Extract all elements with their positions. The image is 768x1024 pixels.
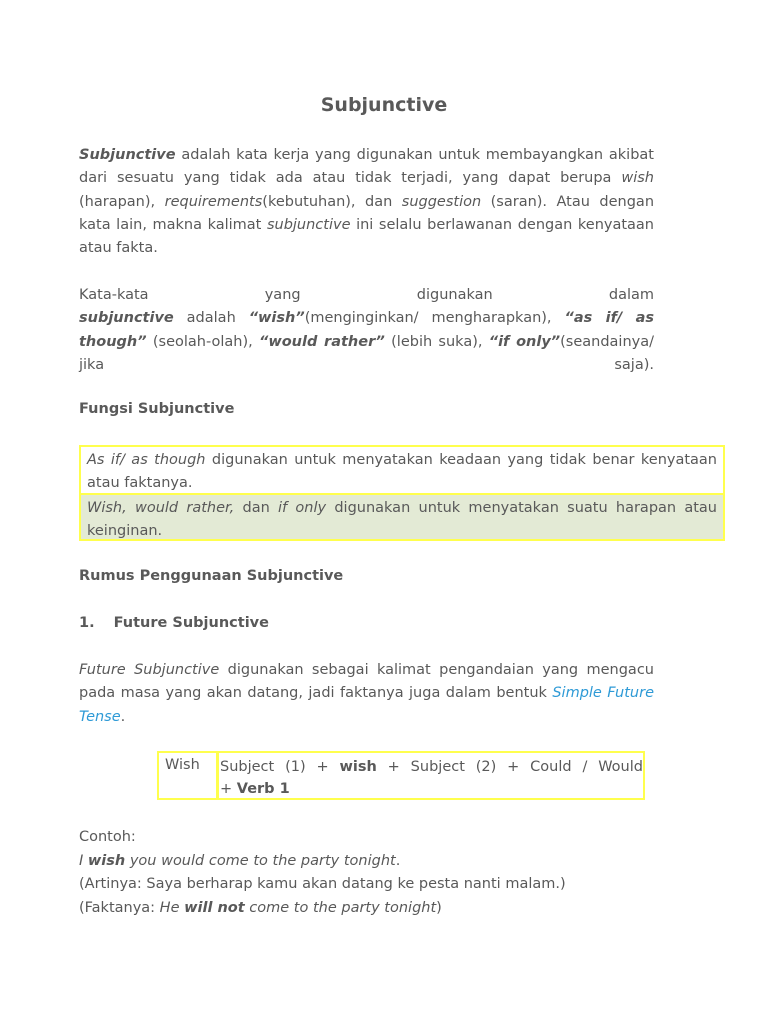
intro-paragraph xyxy=(79,144,654,260)
item-number: 1. xyxy=(79,615,95,631)
fungsi-heading: Fungsi Subjunctive xyxy=(79,401,235,417)
example-sentence xyxy=(79,850,679,874)
formula-part-2: + Subject (2) + Could / Would xyxy=(376,759,643,775)
intro-subjunctive: subjunctive xyxy=(266,216,351,233)
words-wish: “wish” xyxy=(248,310,305,327)
example-end: . xyxy=(395,852,401,869)
fungsi-row1-italic: As if/ as though xyxy=(87,452,206,468)
words-wish-meaning: (menginginkan/ mengharapkan), xyxy=(304,310,565,327)
intro-text-2: (harapan), xyxy=(79,193,165,210)
intro-wish: wish xyxy=(621,170,654,187)
future-text-1: digunakan sebagai kalimat pengandaian yang mengacu pada masa yang akan datang, jadi faktanya juga dalam bentuk xyxy=(79,662,654,702)
example-block xyxy=(79,826,679,920)
formula-wish: wish xyxy=(339,759,377,775)
words-subjunctive: subjunctive xyxy=(79,310,174,327)
future-text-2: . xyxy=(120,708,126,725)
future-item-heading xyxy=(79,615,269,631)
words-paragraph xyxy=(79,284,654,377)
formula-part-3: + xyxy=(220,781,237,797)
fact-open: (Faktanya: xyxy=(79,899,160,916)
example-rest: you would come to the party tonight xyxy=(125,852,396,869)
words-asif-meaning: (seolah-olah), xyxy=(146,333,259,350)
page-title: Subjunctive xyxy=(320,94,448,116)
fungsi-row-1 xyxy=(79,445,725,495)
formula-cell xyxy=(217,751,645,800)
intro-text-4: (saran). Atau dengan kata lain, makna kalimat xyxy=(79,193,655,233)
item-title: Future Subjunctive xyxy=(113,615,269,631)
fungsi-row-2 xyxy=(79,493,725,541)
fungsi-row2-italic2: if only xyxy=(278,500,327,516)
formula-verb: Verb 1 xyxy=(236,781,290,797)
words-ifonly-meaning: (seandainya/ jika saja). xyxy=(79,333,654,373)
words-line-1: Kata-kata yang digunakan dalam xyxy=(79,287,654,303)
example-label: Contoh: xyxy=(79,829,136,845)
fact-rest: come to the party tonight xyxy=(244,899,437,916)
words-would: “would rather” xyxy=(258,333,385,350)
future-term: Future Subjunctive xyxy=(79,662,220,678)
intro-requirements: requirements xyxy=(164,193,263,210)
words-ifonly: “if only” xyxy=(488,333,561,350)
fungsi-row2-mid: dan xyxy=(234,500,279,516)
words-adalah: adalah xyxy=(173,310,249,327)
formula-label-cell: Wish xyxy=(157,751,218,800)
intro-suggestion: suggestion xyxy=(401,193,482,210)
fact-he: He xyxy=(159,899,185,916)
fact-will-not: will not xyxy=(184,899,245,916)
future-paragraph xyxy=(79,659,654,729)
intro-text-3: (kebutuhan), dan xyxy=(262,193,402,210)
intro-text-1: adalah kata kerja yang digunakan untuk membayangkan akibat dari sesuatu yang tidak ada atau tidak terjadi, yang dapat berupa xyxy=(79,147,654,187)
intro-term: Subjunctive xyxy=(79,147,176,163)
fact-close: ) xyxy=(436,899,442,916)
words-asif: “as if/ as though” xyxy=(79,310,654,350)
example-wish: wish xyxy=(87,852,126,869)
rumus-heading: Rumus Penggunaan Subjunctive xyxy=(79,568,344,584)
fungsi-row2-text: digunakan untuk menyatakan suatu harapan atau keinginan. xyxy=(87,500,717,539)
fungsi-row2-italic: Wish, would rather, xyxy=(87,500,235,516)
simple-future-tense-link[interactable]: Simple Future Tense xyxy=(79,685,654,725)
intro-text-5: ini selalu berlawanan dengan kenyataan atau fakta. xyxy=(79,216,654,257)
words-would-meaning: (lebih suka), xyxy=(384,333,489,350)
example-fact xyxy=(79,897,679,921)
fungsi-row1-text: digunakan untuk menyatakan keadaan yang tidak benar kenyataan atau faktanya. xyxy=(87,452,717,491)
formula-part-1: Subject (1) + xyxy=(220,759,340,775)
example-i: I xyxy=(79,852,88,869)
example-meaning: (Artinya: Saya berharap kamu akan datang ke pesta nanti malam.) xyxy=(79,876,566,892)
